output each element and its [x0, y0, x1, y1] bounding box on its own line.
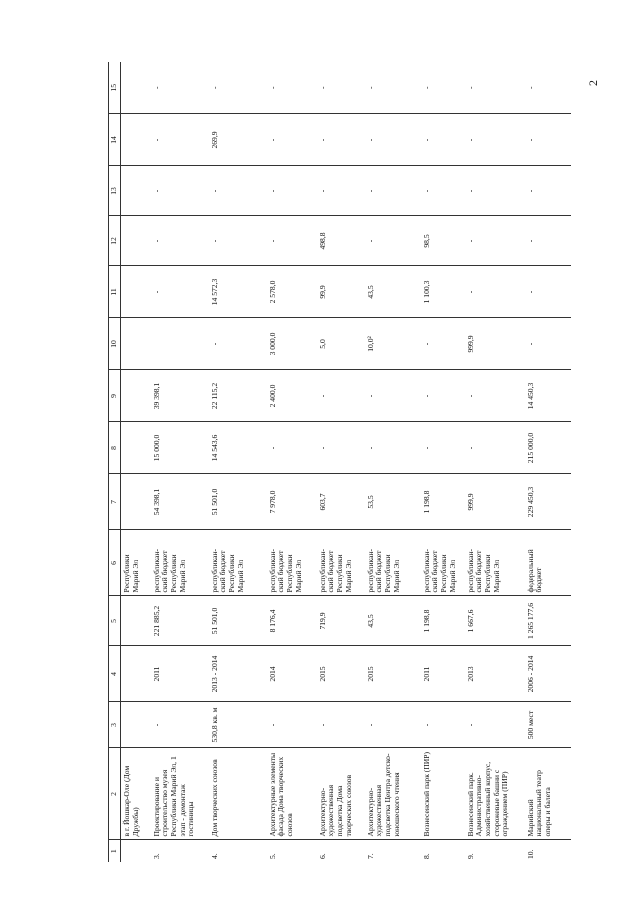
year-value: [121, 266, 151, 318]
year-value: -: [525, 62, 571, 114]
year-value: -: [465, 166, 525, 216]
construction-period: 2011: [421, 646, 465, 702]
year-value: -: [421, 422, 465, 474]
year-value: 2 400,0: [267, 370, 317, 422]
year-value: -: [421, 166, 465, 216]
year-value: -: [465, 62, 525, 114]
year-value: -: [317, 166, 365, 216]
year-value: -: [209, 166, 267, 216]
object-name: Вознесенский парк. Административно-хозяйственный корпус, сторожевые башни с ограждением (ПИР): [465, 748, 525, 840]
funding-source: республикан- ский бюджет Республики Марий Эл: [421, 530, 465, 596]
funding-source: республикан- ский бюджет Республики Марий Эл: [317, 530, 365, 596]
year-value: -: [525, 166, 571, 216]
total-amount: 603,7: [317, 474, 365, 530]
construction-period: 2011: [151, 646, 209, 702]
capacity: -: [267, 702, 317, 748]
table-row: [151, 62, 209, 862]
funding-source: Республики Марий Эл: [121, 530, 151, 596]
year-value: 22 115,2: [209, 370, 267, 422]
year-value: -: [525, 266, 571, 318]
table-row: [465, 62, 525, 862]
year-value: [121, 166, 151, 216]
year-value: -: [151, 62, 209, 114]
table-row: [267, 62, 317, 862]
total-amount: 7 978,0: [267, 474, 317, 530]
table-row: [209, 62, 267, 862]
column-header: 12: [109, 216, 121, 266]
construction-period: [121, 646, 151, 702]
year-value: 2 578,0: [267, 266, 317, 318]
page-number: 2: [586, 80, 600, 86]
capacity: -: [421, 702, 465, 748]
row-number: 3.: [151, 853, 161, 859]
year-value: -: [421, 318, 465, 370]
table-row: [121, 62, 151, 862]
total-amount: 54 398,1: [151, 474, 209, 530]
estimated-cost: [121, 596, 151, 646]
year-value: [121, 370, 151, 422]
year-value: -: [267, 422, 317, 474]
budget-table: [108, 62, 571, 862]
row-number: 4.: [209, 853, 219, 859]
year-value: -: [421, 370, 465, 422]
column-header: 10: [109, 318, 121, 370]
column-header: 8: [109, 422, 121, 474]
column-header: 13: [109, 166, 121, 216]
construction-period: 2015: [365, 646, 421, 702]
construction-period: 2015: [317, 646, 365, 702]
year-value: 269,9: [209, 114, 267, 166]
capacity: -: [317, 702, 365, 748]
year-value: -: [267, 114, 317, 166]
year-value: -: [209, 318, 267, 370]
year-value: -: [317, 114, 365, 166]
construction-period: 2013: [465, 646, 525, 702]
table-row: [365, 62, 421, 862]
column-header: 5: [109, 596, 121, 646]
year-value: -: [525, 216, 571, 266]
column-header: 15: [109, 62, 121, 114]
year-value: [121, 114, 151, 166]
year-value: -: [365, 216, 421, 266]
year-value: -: [209, 216, 267, 266]
estimated-cost: 8 176,4: [267, 596, 317, 646]
capacity: -: [151, 702, 209, 748]
row-number: 6.: [317, 853, 327, 859]
year-value: 1 100,3: [421, 266, 465, 318]
object-name: Марийский национальный театр оперы и балета: [525, 748, 571, 840]
year-value: -: [151, 266, 209, 318]
column-header: 6: [109, 530, 121, 596]
year-value: 10,0²: [365, 318, 421, 370]
column-header: 3: [109, 702, 121, 748]
object-name: Проектирование и строительство музея Республики Марий Эл, 1 этап - демонтаж гостиницы: [151, 748, 209, 840]
year-value: 3 000,0: [267, 318, 317, 370]
year-value: 215 000,0: [525, 422, 571, 474]
total-amount: 1 198,8: [421, 474, 465, 530]
row-number: 10.: [525, 849, 535, 859]
object-name: в г. Йошкар-Оле (Дом Дружбы): [121, 748, 151, 840]
row-number: 5.: [267, 853, 277, 859]
total-amount: 229 450,3: [525, 474, 571, 530]
year-value: 99,9: [317, 266, 365, 318]
estimated-cost: 51 501,0: [209, 596, 267, 646]
table-row: [317, 62, 365, 862]
object-name: Архитектурно-художественная подсветка Центра детско-юношеского чтения: [365, 748, 421, 840]
object-name: Архитектурные элементы фасада Дома творческих союзов: [267, 748, 317, 840]
year-value: [121, 216, 151, 266]
funding-source: республикан- ский бюджет Республики Марий Эл: [209, 530, 267, 596]
year-value: -: [365, 422, 421, 474]
year-value: [121, 62, 151, 114]
year-value: -: [525, 114, 571, 166]
year-value: 999,9: [465, 318, 525, 370]
year-value: -: [151, 114, 209, 166]
funding-source: республикан- ский бюджет Республики Марий Эл: [365, 530, 421, 596]
year-value: 14 450,3: [525, 370, 571, 422]
year-value: -: [365, 62, 421, 114]
object-name: Дом творческих союзов: [209, 748, 267, 840]
year-value: -: [365, 370, 421, 422]
year-value: -: [525, 318, 571, 370]
column-header: 2: [109, 748, 121, 840]
year-value: 498,8: [317, 216, 365, 266]
column-number-row: [109, 62, 121, 862]
table-row: [421, 62, 465, 862]
column-header: 11: [109, 266, 121, 318]
year-value: -: [317, 422, 365, 474]
year-value: -: [421, 114, 465, 166]
year-value: -: [267, 62, 317, 114]
estimated-cost: 1 667,6: [465, 596, 525, 646]
row-number: 9.: [465, 853, 475, 859]
funding-source: республикан- ский бюджет Республики Марий Эл: [267, 530, 317, 596]
table-row: [525, 62, 571, 862]
total-amount: 53,5: [365, 474, 421, 530]
year-value: -: [465, 422, 525, 474]
column-header: 4: [109, 646, 121, 702]
row-number: 8.: [421, 853, 431, 859]
estimated-cost: 1 198,8: [421, 596, 465, 646]
capacity: [121, 702, 151, 748]
year-value: -: [421, 62, 465, 114]
year-value: 14 543,6: [209, 422, 267, 474]
estimated-cost: 43,5: [365, 596, 421, 646]
year-value: [121, 318, 151, 370]
year-value: 14 572,3: [209, 266, 267, 318]
total-amount: 999,9: [465, 474, 525, 530]
year-value: -: [151, 166, 209, 216]
year-value: -: [465, 370, 525, 422]
estimated-cost: 1 265 177,6: [525, 596, 571, 646]
construction-period: 2014: [267, 646, 317, 702]
row-number: [121, 840, 151, 862]
year-value: 15 000,0: [151, 422, 209, 474]
year-value: [121, 422, 151, 474]
capacity: 500 мест: [525, 702, 571, 748]
year-value: -: [365, 114, 421, 166]
funding-source: республикан- ский бюджет Республики Марий Эл: [465, 530, 525, 596]
estimated-cost: 221 885,2: [151, 596, 209, 646]
estimated-cost: 719,9: [317, 596, 365, 646]
capacity: -: [365, 702, 421, 748]
year-value: 43,5: [365, 266, 421, 318]
column-header: 1: [109, 840, 121, 862]
year-value: 98,5: [421, 216, 465, 266]
year-value: -: [267, 166, 317, 216]
year-value: -: [365, 166, 421, 216]
column-header: 14: [109, 114, 121, 166]
year-value: 5,0: [317, 318, 365, 370]
year-value: -: [151, 216, 209, 266]
construction-period: 2006 - 2014: [525, 646, 571, 702]
budget-table-container: [108, 62, 552, 862]
funding-source: федеральный бюджет: [525, 530, 571, 596]
total-amount: 51 501,0: [209, 474, 267, 530]
funding-source: республикан- ский бюджет Республики Марий Эл: [151, 530, 209, 596]
object-name: Вознесенский парк (ПИР): [421, 748, 465, 840]
year-value: -: [317, 62, 365, 114]
object-name: Архитектурно-художественная подсветка Дома творческих союзов: [317, 748, 365, 840]
year-value: -: [209, 62, 267, 114]
year-value: -: [465, 266, 525, 318]
capacity: -: [465, 702, 525, 748]
capacity: 530,8 кв. м: [209, 702, 267, 748]
construction-period: 2013 - 2014: [209, 646, 267, 702]
total-amount: [121, 474, 151, 530]
year-value: -: [317, 370, 365, 422]
year-value: -: [465, 114, 525, 166]
year-value: -: [465, 216, 525, 266]
year-value: 39 398,1: [151, 370, 209, 422]
column-header: 7: [109, 474, 121, 530]
year-value: -: [267, 216, 317, 266]
row-number: 7.: [365, 853, 375, 859]
year-value: [151, 318, 209, 370]
column-header: 9: [109, 370, 121, 422]
